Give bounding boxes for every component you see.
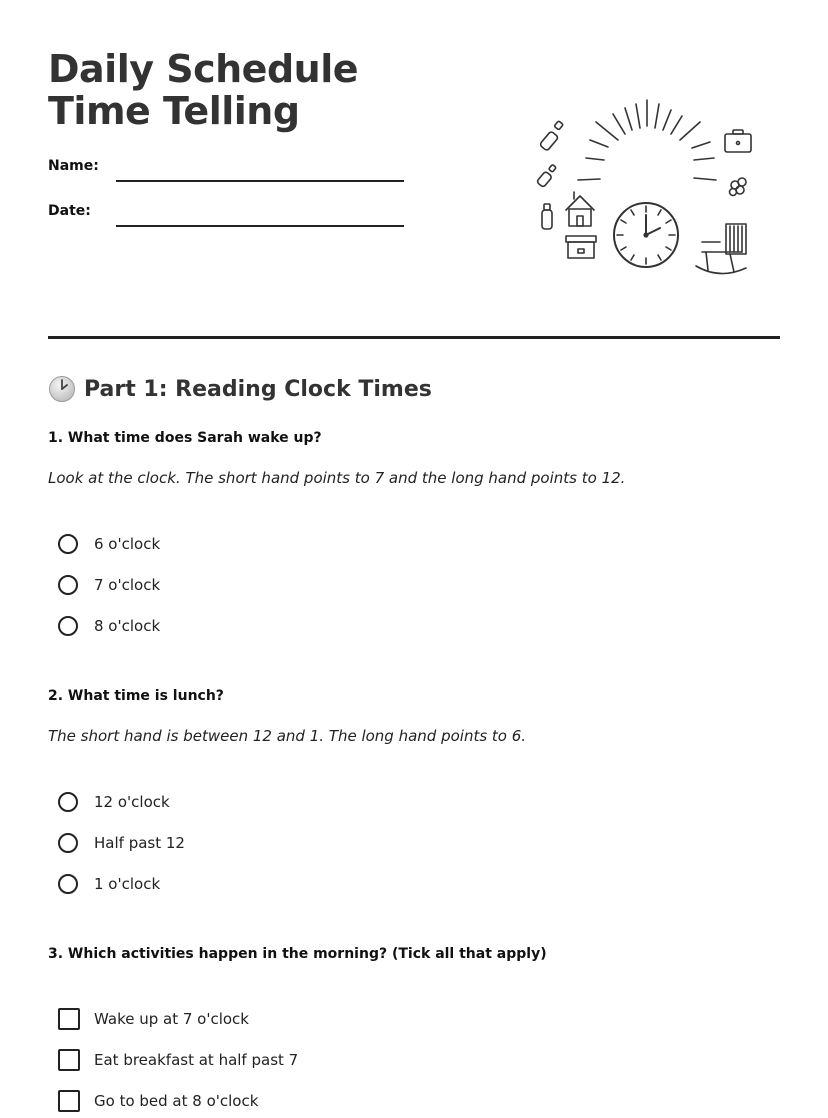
q1-option-6-oclock[interactable]	[58, 532, 160, 556]
date-field[interactable]	[48, 203, 408, 233]
bottle-icon	[539, 121, 563, 151]
question-1-hint: Look at the clock. The short hand points to 7 and the long hand points to 12.	[48, 469, 626, 487]
flower-icon	[730, 178, 747, 196]
bottle-icon	[542, 204, 552, 229]
radio-button[interactable]	[58, 792, 78, 812]
house-icon	[566, 192, 594, 226]
date-line[interactable]	[116, 225, 404, 227]
q3-option-breakfast[interactable]	[58, 1048, 298, 1072]
name-label: Name:	[48, 158, 99, 174]
option-label: Half past 12	[94, 834, 185, 852]
question-1: 1. What time does Sarah wake up?	[48, 430, 322, 446]
question-3: 3. Which activities happen in the morning? (Tick all that apply)	[48, 946, 547, 962]
clock-icon	[48, 375, 76, 403]
checkbox[interactable]	[58, 1090, 80, 1112]
clock-icon	[614, 203, 678, 267]
date-label: Date:	[48, 203, 91, 219]
q3-option-bed[interactable]	[58, 1089, 258, 1113]
radio-button[interactable]	[58, 616, 78, 636]
option-label: 1 o'clock	[94, 875, 161, 893]
radio-button[interactable]	[58, 874, 78, 894]
option-label: Go to bed at 8 o'clock	[94, 1092, 259, 1110]
option-label: Eat breakfast at half past 7	[94, 1051, 299, 1069]
radio-button[interactable]	[58, 833, 78, 853]
briefcase-icon	[725, 130, 751, 152]
option-label: 6 o'clock	[94, 535, 161, 553]
schedule-illustration	[530, 92, 760, 282]
option-label: 8 o'clock	[94, 617, 161, 635]
page-title: Daily Schedule Time Telling	[48, 47, 359, 133]
q2-option-12-oclock[interactable]	[58, 790, 170, 814]
bottle-icon	[536, 164, 556, 187]
header-divider	[48, 336, 780, 339]
q1-option-7-oclock[interactable]	[58, 573, 160, 597]
part1-title: Part 1: Reading Clock Times	[84, 376, 432, 402]
option-label: Wake up at 7 o'clock	[94, 1010, 249, 1028]
option-label: 7 o'clock	[94, 576, 161, 594]
radio-button[interactable]	[58, 575, 78, 595]
name-line[interactable]	[116, 180, 404, 182]
sun-rays-icon	[578, 100, 716, 180]
radio-button[interactable]	[58, 534, 78, 554]
q2-option-half-past-12[interactable]	[58, 831, 185, 855]
checkbox[interactable]	[58, 1008, 80, 1030]
checkbox[interactable]	[58, 1049, 80, 1071]
q1-option-8-oclock[interactable]	[58, 614, 160, 638]
option-label: 12 o'clock	[94, 793, 170, 811]
rocking-chair-icon	[696, 224, 746, 274]
q2-option-1-oclock[interactable]	[58, 872, 160, 896]
q3-option-wake-up[interactable]	[58, 1007, 249, 1031]
question-2-hint: The short hand is between 12 and 1. The long hand points to 6.	[48, 727, 527, 745]
cabinet-icon	[566, 236, 596, 258]
question-2: 2. What time is lunch?	[48, 688, 224, 704]
name-field[interactable]	[48, 158, 408, 188]
part1-heading	[48, 372, 432, 406]
